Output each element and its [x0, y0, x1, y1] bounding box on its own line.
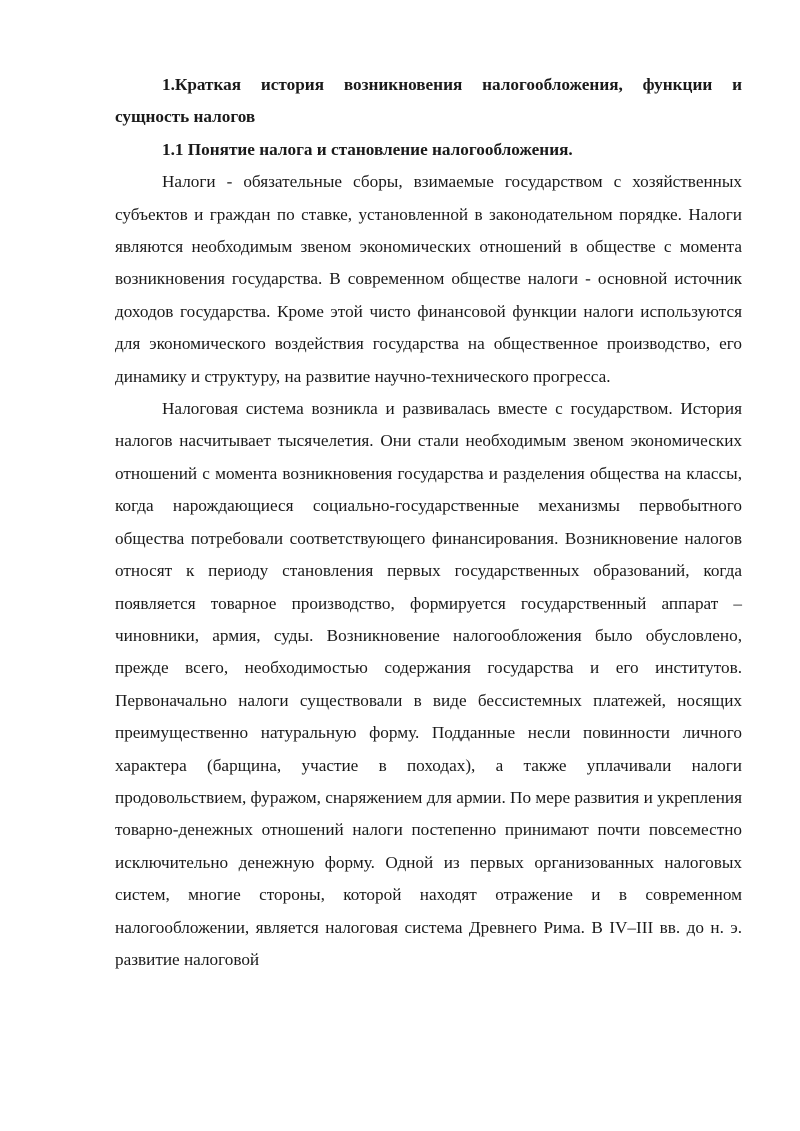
paragraph-taxes-definition: Налоги - обязательные сборы, взимаемые государством с хозяйственных субъектов и граждан по ставке, установленной в законодательном порядке. Налоги являются необходимым звеном экономических отношений в обществе с момента возникновения государства. В современном обществе налоги - основной источник доходов государства. Кроме этой чисто финансовой функции налоги используются для экономического воздействия государства на общественное производство, его динамику и структуру, на развитие научно-технического прогресса. [115, 172, 742, 386]
subsection-title: 1.1 Понятие налога и становление налогообложения. [162, 139, 573, 159]
document-page [115, 69, 742, 976]
paragraph-tax-history: Налоговая система возникла и развивалась вместе с государством. История налогов насчитывает тысячелетия. Они стали необходимым звеном экономических отношений с момента возникновения государства и разделения общества на классы, когда нарождающиеся социально-государственные механизмы первобытного общества потребовали соответствующего финансирования. Возникновение налогов относят к периоду становления первых государственных образований, когда появляется товарное производство, формируется государственный аппарат – чиновники, армия, суды. Возникновение налогообложения было обусловлено, прежде всего, необходимостью содержания государства и его институтов. Первоначально налоги существовали в виде бессистемных платежей, носящих преимущественно натуральную форму. Подданные несли повинности личного характера (барщина, участие в походах), а также уплачивали налоги продовольствием, фуражом, снаряжением для армии. По мере развития и укрепления товарно-денежных отношений налоги постепенно принимают почти повсеместно исключительно денежную форму. Одной из первых организованных налоговых систем, многие стороны, которой находят отражение и в современном налогообложении, является налоговая система Древнего Рима. В IV–III вв. до н. э. развитие налоговой [115, 399, 742, 969]
section-title: 1.Краткая история возникновения налогообложения, функции и сущность налогов [115, 75, 742, 127]
